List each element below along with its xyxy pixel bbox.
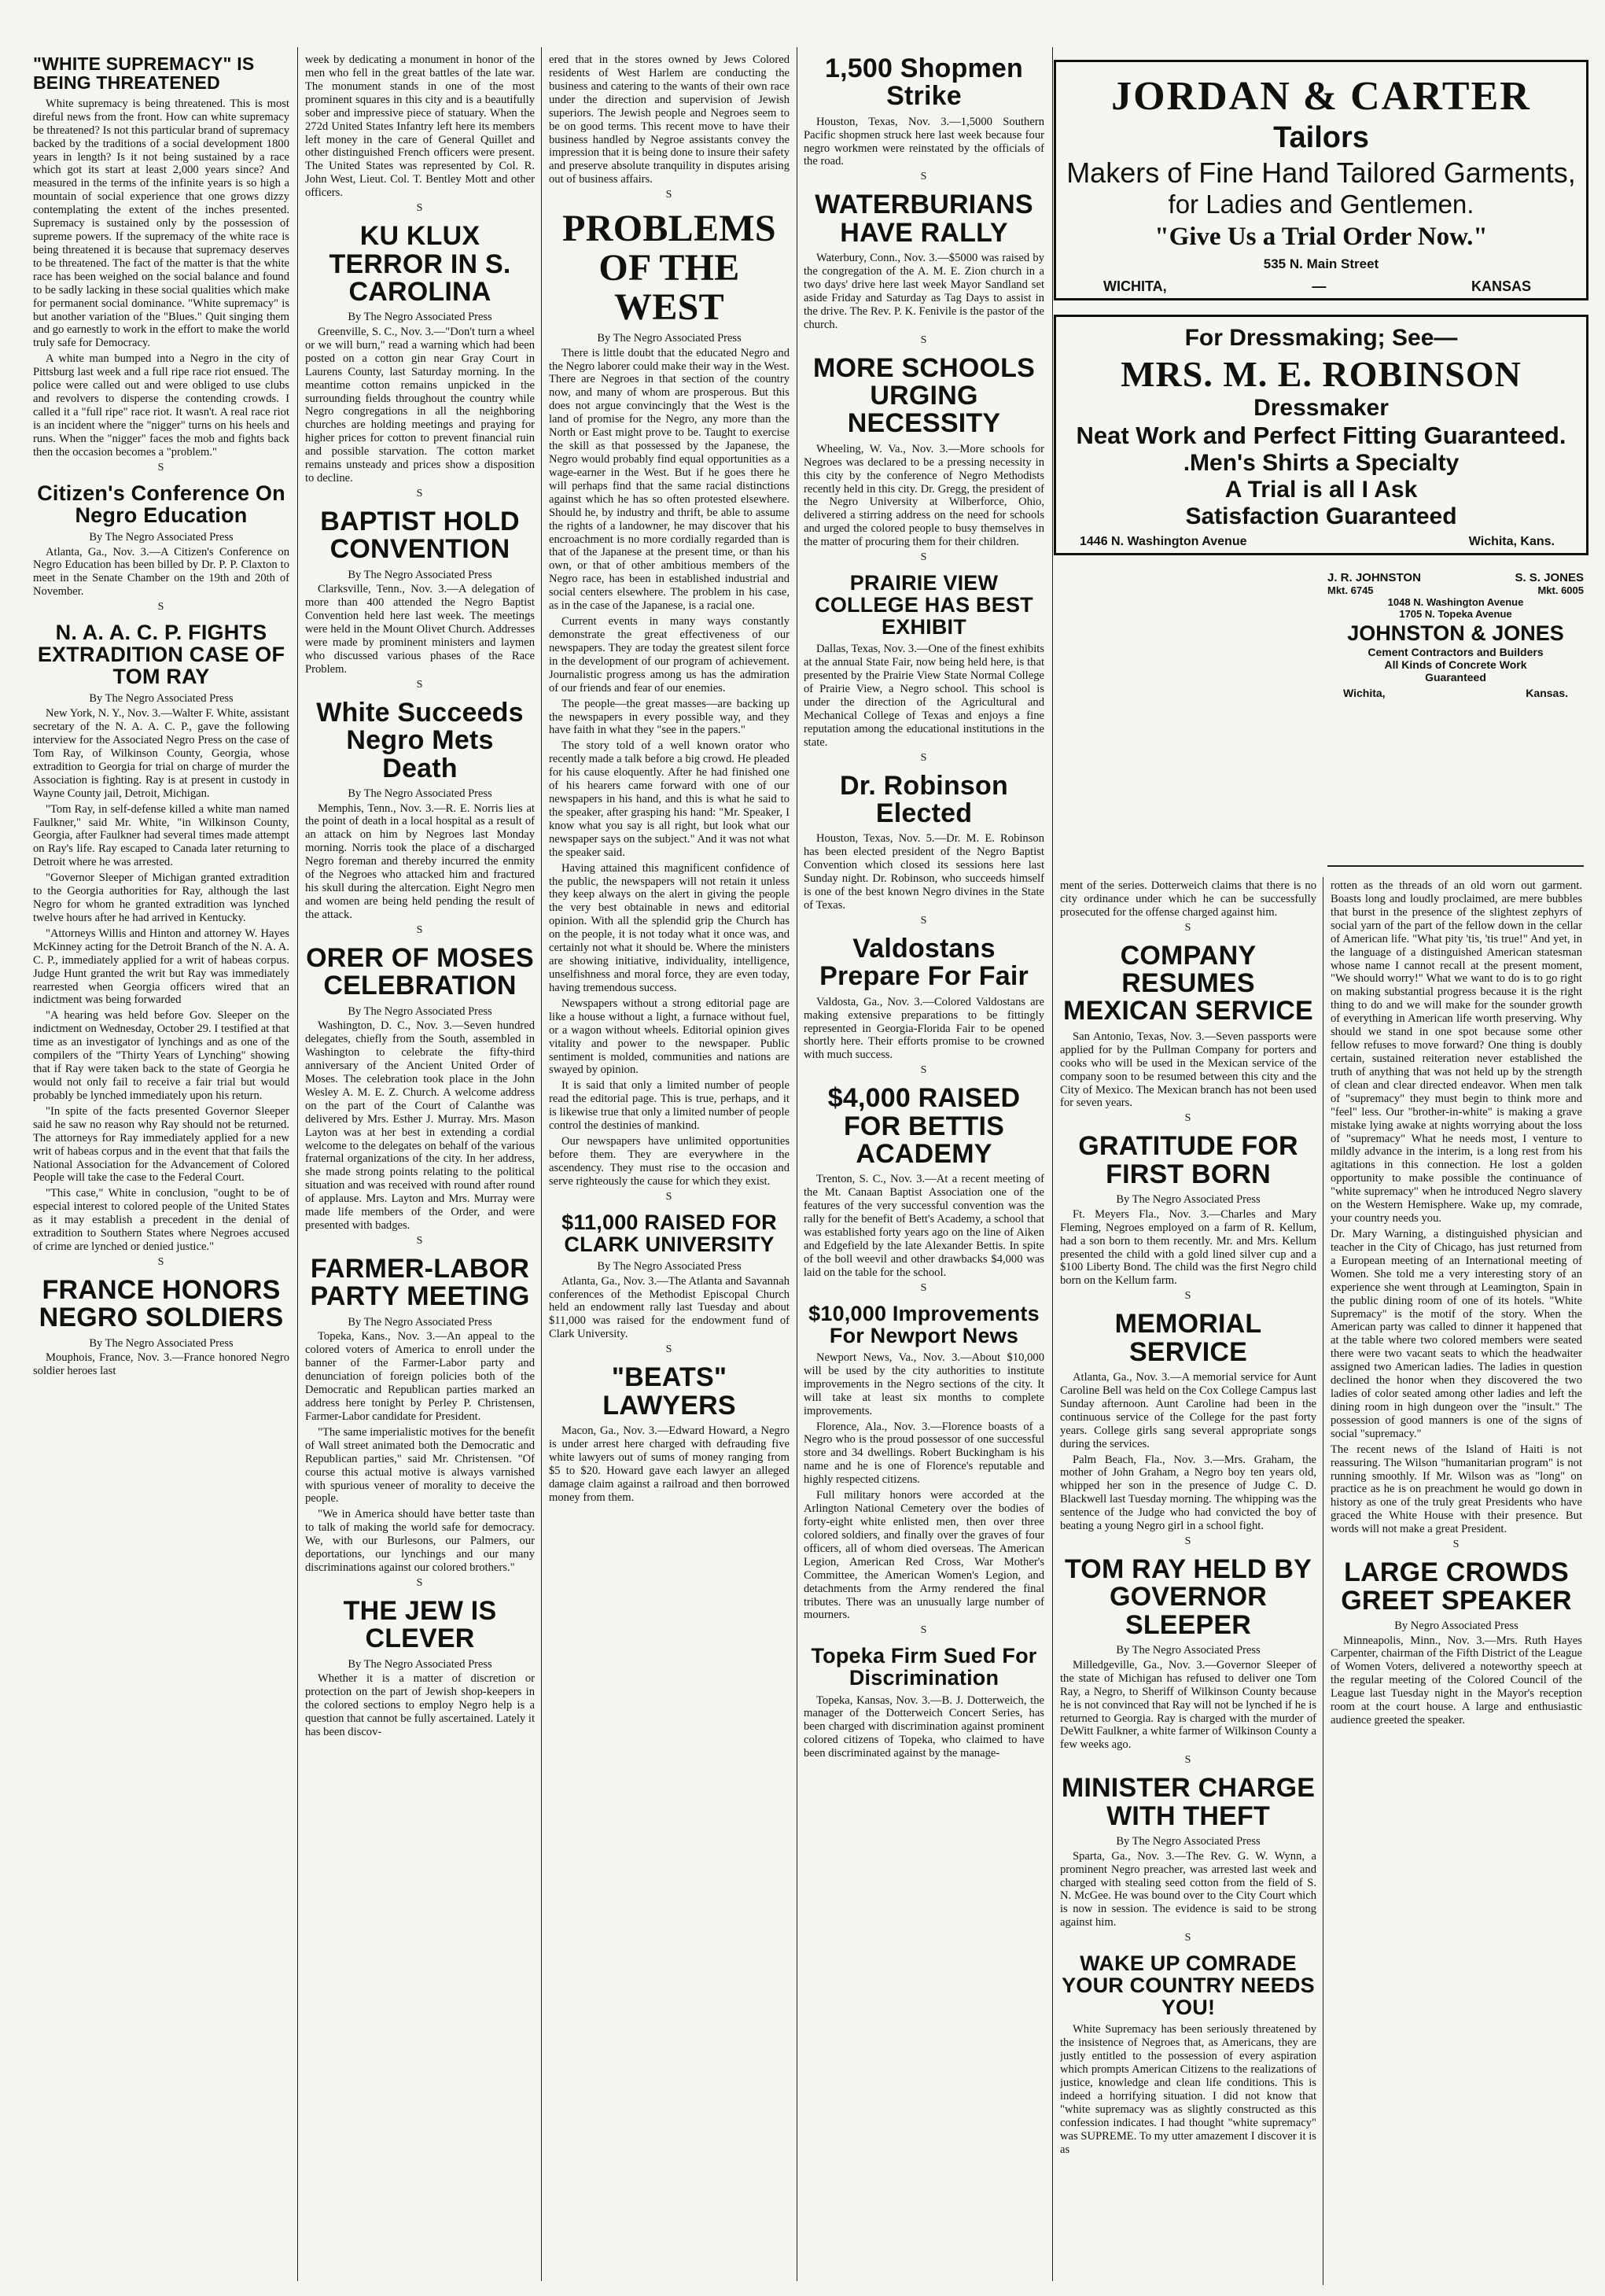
ad-jordan-cityline <box>1056 272 1586 295</box>
article-paragraph: Greenville, S. C., Nov. 3.—"Don't turn a wheel or we will burn," read a warning which had been posted on a cotton gin near Gray Court in Laurens County, last Saturday morning. In the meantime cotton remains unpicked in the surrounding fields throughout the country while Negro congregations in all the neighboring churches are holding meetings and praying for higher prices for cotton to prevent financial ruin and possible starvation. The cotton market remains unsteady and prices show a disposition to decline. <box>305 325 535 485</box>
article-paragraph: Dr. Mary Warning, a distinguished physician and teacher in the City of Chicago, has just returned from a European meeting of an International meeting of Women. She told me a very interesting story of an experience she went through at Leamington, Spain in the public dining room of one of its hotels. "White Supremacy" is the motif of the story. When the American party was called to dinner it happened that at the table where two colored members were seated there were two vacant seats to which the headwaiter assigned two American ladies. The ladies in question declined the honor when they discovered the two ladies of color seated among other ladies and left the dining room in high dungeon over the "insult." The possession of good manners is one of the signs of social "supremacy." <box>1331 1227 1582 1440</box>
article-tom-ray-held <box>1060 1556 1316 1767</box>
column-2 <box>305 53 535 2287</box>
article-separator: S <box>920 171 928 183</box>
article-paragraph: "Attorneys Willis and Hinton and attorney W. Hayes McKinney acting for the Detroit Branch of the N. A. A. C. P., immediately applied for a writ of habeas corpus. Judge Hunt granted the writ but Ray was immediately rearrested when Georgia officers wired that an indictment was being forwarded <box>33 927 289 1007</box>
headline: PROBLEMS OF THE WEST <box>562 208 776 329</box>
ad-johnston-right-name: S. S. JONES <box>1515 571 1584 584</box>
byline: By The Negro Associated Press <box>348 787 492 800</box>
byline: By The Negro Associated Press <box>597 1259 742 1273</box>
headline: WAKE UP COMRADE YOUR COUNTRY NEEDS YOU! <box>1062 1951 1315 2020</box>
ad-robinson-line4: Satisfaction Guaranteed <box>1185 503 1457 529</box>
article-paragraph: "The same imperialistic motives for the benefit of Wall street animated both the Democratic and Republican parties," said Mr. Christensen. "Of course this actual motive is always varnished with spurious veneer of morality to deceive the people. <box>305 1425 535 1505</box>
headline: "WHITE SUPREMACY" IS BEING THREATENED <box>33 53 255 93</box>
headline: White Succeeds Negro Mets Death <box>316 697 524 783</box>
article-separator: S <box>1184 1754 1192 1767</box>
ad-jordan-trade: Tailors <box>1273 121 1369 154</box>
ad-johnston-left-phone: Mkt. 6745 <box>1327 584 1374 596</box>
article-robinson <box>804 772 1044 927</box>
ad-johnston-line2: All Kinds of Concrete Work <box>1384 658 1527 671</box>
article-minister <box>1060 1775 1316 1944</box>
article-separator: S <box>157 461 165 474</box>
column-5 <box>1060 879 1316 2287</box>
ad-johnston-addr2: 1705 N. Topeka Avenue <box>1399 608 1512 620</box>
article-paragraph: ered that in the stores owned by Jews Colored residents of West Harlem are conducting the business and catering to the wants of their own race under the direction and supervision of Jewish superiors. The Jewish people and Negroes seem to be on good terms. This recent move to have their business handled by Negroe assistants convey the impression that it is being done to insure their safety and preserve absolute tranquility in disputes arising out of business affairs. <box>549 53 790 186</box>
ad-johnston-addr1: 1048 N. Washington Avenue <box>1387 596 1524 608</box>
article-beats <box>549 1364 790 1504</box>
article-paragraph: Atlanta, Ga., Nov. 3.—A memorial service for Aunt Caroline Bell was held on the Cox College Campus last Sunday afternoon. Aunt Caroline had been in the continuous service of the College for the past forty years. College girls sang several appropriate songs during the services. <box>1060 1371 1316 1450</box>
article-paragraph: A white man bumped into a Negro in the city of Pittsburg last week and a full ripe race riot ensued. The police were called out and were obliged to use clubs and revolvers to disperse the contending crowds. I called it a "full ripe" race riot. It wasn't. A real race riot is an incident where the "nigger" turns on his heels and runs. When the "nigger" faces the mob and fights back then the occasion becomes a "problem." <box>33 352 289 459</box>
article-paragraph: Valdosta, Ga., Nov. 3.—Colored Valdostans are making extensive preparations to be fittingly represented in Georgia-Florida Fair to be opened shortly here. Their efforts promise to be crowned with much success. <box>804 995 1044 1062</box>
ad-robinson-line2: .Men's Shirts a Specialty <box>1183 450 1460 476</box>
article-dotterweich-cont <box>1060 879 1316 934</box>
ad-johnston-line1: Cement Contractors and Builders <box>1368 646 1544 658</box>
byline: By The Negro Associated Press <box>89 1336 234 1350</box>
headline: MORE SCHOOLS URGING NECESSITY <box>813 352 1035 439</box>
article-paragraph: Wheeling, W. Va., Nov. 3.—More schools for Negroes was declared to be a pressing necessity in this city by the conference of Negro Methodists recently held in this city. Dr. Gregg, the president of the Negro University at Wilberforce, Ohio, delivered a stirring address on the need for schools and urged the colored people to busy themselves in the matter of procuring them for their children. <box>804 442 1044 549</box>
article-company-mexican <box>1060 942 1316 1126</box>
headline: TOM RAY HELD BY GOVERNOR SLEEPER <box>1064 1554 1312 1640</box>
article-paragraph: Clarksville, Tenn., Nov. 3.—A delegation of more than 400 attended the Negro Baptist Convention held here last week. The meetings were held in the Mount Olivet Church. Addresses were made by prominent ministers and laymen who discussed various phases of the Race Problem. <box>305 583 535 676</box>
article-paragraph: "Tom Ray, in self-defense killed a white man named Faulkner," said Mr. White, "in Wilkinson County, Georgia, after Faulkner had several times made attempt on Ray's life. Ray escaped to Canada later returning to Detroit where he was arrested. <box>33 802 289 869</box>
ad-jordan-city: WICHITA, <box>1103 278 1167 294</box>
article-paragraph: Houston, Texas, Nov. 3.—1,5000 Southern Pacific shopmen struck here last week because four negro workmen were reinstated by the officials of the road. <box>804 115 1044 168</box>
article-baptist <box>305 508 535 691</box>
byline: By The Negro Associated Press <box>348 1315 492 1329</box>
article-problems-west <box>549 209 790 1203</box>
article-paragraph: Newport News, Va., Nov. 3.—About $10,000 will be used by the city authorities to institute improvements in the Negro sections of the city. It will take at least six months to complete improvements. <box>804 1351 1044 1417</box>
article-separator: S <box>416 487 424 499</box>
headline: 1,500 Shopmen Strike <box>824 53 1024 112</box>
ad-jordan-line2: for Ladies and Gentlemen. <box>1168 190 1474 219</box>
article-shopmen <box>804 55 1044 183</box>
article-naacp-tom-ray <box>33 621 289 1269</box>
article-paragraph: Dallas, Texas, Nov. 3.—One of the finest exhibits at the annual State Fair, now being held here, is that presented by the Prairie View State Normal College of Prairie View, a Negro school. This school is under the direction of the Agricultural and Mechanical College of Texas and enjoys a fine reputation among the educational institutions in the state. <box>804 643 1044 749</box>
article-separator: S <box>1452 1539 1460 1551</box>
article-separator: S <box>920 1064 928 1077</box>
article-separator: S <box>665 1190 673 1203</box>
article-separator: S <box>665 1343 673 1356</box>
ad-johnston-cityline <box>1327 684 1584 699</box>
article-topeka <box>804 1645 1044 1760</box>
article-paragraph: Topeka, Kansas, Nov. 3.—B. J. Dotterweich, the manager of the Dotterweich Concert Series, has been charged with discrimination against prominent colored citizens of Topeka, who claimed to have been discriminated against by the manage- <box>804 1693 1044 1760</box>
article-moses <box>305 942 535 1248</box>
article-paragraph: The recent news of the Island of Haiti is not reassuring. The Wilson "humanitarian program" is not running smoothly. If Mr. Wilson was as "long" on practice as he is on preachment he would go down in history as one of the truly great Presidents who have graced the White House with their presence. But words will not make a great President. <box>1331 1443 1582 1536</box>
ad-robinson-lead: For Dressmaking; See— <box>1184 325 1458 351</box>
article-paragraph: Trenton, S. C., Nov. 3.—At a recent meeting of the Mt. Canaan Baptist Association one of the features of the very successful convention was the rally for the benefit of Bett's Academy, a school that was established forty years ago on the line of Aiken and Edgefield by the late Alexander Bettis. In spite of the boll weevil and other drawbacks $4,000 was laid on the table for the school. <box>804 1173 1044 1279</box>
column-rule <box>1052 47 1053 2281</box>
headline: "BEATS" LAWYERS <box>602 1362 736 1421</box>
column-6 <box>1331 879 1582 2287</box>
article-separator: S <box>416 1576 424 1589</box>
headline: MEMORIAL SERVICE <box>1114 1309 1262 1367</box>
article-separator: S <box>920 751 928 764</box>
ad-robinson-line3: A Trial is all I Ask <box>1224 477 1418 503</box>
headline: PRAIRIE VIEW COLLEGE HAS BEST EXHIBIT <box>815 571 1033 639</box>
byline: By The Negro Associated Press <box>1116 1644 1261 1657</box>
headline: Topeka Firm Sued For Discrimination <box>811 1644 1037 1690</box>
article-paragraph: rotten as the threads of an old worn out garment. Boasts long and loudly proclaimed, are mere bubbles that burst in the presence of the slightest zephyrs of social yarn of the part of the fellow down in the cellar of American life. "What pity 'tis, 'tis true!" And yet, in the language of a distinguished American statesman whose name I cannot recall at the present moment, "We should worry!" What we want to do is to go right on making substantial progress because it is the right thing to do and we will make for the sounder growth of everything in American life worth preserving. Why should we stand in one spot because some other fellow refuses to move forward? One thing is doubly certain, sustained reiteration never established the truth of anything that was not held up by the strength of clean and clear directed endeavor. When men talk of "supremacy" they must begin to think more and "feel" less. Our "brother-in-white" is making a grave mistake lying awake at nights worrying about the loss of "supremacy" What he needs most, I venture to mildly advance in the interim, is a long rest from his agitations in this connection. He lost a golden opportunity to make possible the continuance of "white supremacy" when he introduced Negro slavery on the Western Hemisphere. Wake up, my comrade, your country needs you. <box>1331 879 1582 1225</box>
ad-johnston-state: Kansas. <box>1526 687 1568 699</box>
ad-jordan-carter <box>1054 60 1588 300</box>
article-separator: S <box>157 1256 165 1268</box>
article-paragraph: The people—the great masses—are backing up the newspapers in every possible way, and they have faith in what they "see in the papers." <box>549 697 790 737</box>
article-paragraph: "A hearing was held before Gov. Sleeper on the indictment on Wednesday, October 29. I testified at that time as an investigator of lynchings and as one of the compilers of the "Thirty Years of Lynching" showing that if Ray were taken back to the state of Georgia he would not only fail to receive a fair trial but would probably be lynched immediately upon his return. <box>33 1009 289 1102</box>
article-paragraph: Minneapolis, Minn., Nov. 3.—Mrs. Ruth Hayes Carpenter, chairman of the Fifth District of the League of Women Voters, delivered a noteworthy speech at the regular meeting of the Colored Council of the League last Tuesday night in the Mayor's reception room at the court house. A large and enthusiastic audience greeted the speaker. <box>1331 1634 1582 1727</box>
article-paragraph: "We in America should have better taste than to talk of making the world safe for democracy. We, with our Burlesons, our Palmers, our deportations, our lynchings and our many discriminations against our colored brothers." <box>305 1508 535 1575</box>
byline: By Negro Associated Press <box>1394 1619 1518 1632</box>
article-white-succeeds <box>305 699 535 937</box>
article-paragraph: Atlanta, Ga., Nov. 3.—A Citizen's Conference on Negro Education has been billed by Dr. P. P. Claxton to meet in the Senate Chamber on the 19th and 20th of November. <box>33 545 289 599</box>
article-paragraph: Washington, D. C., Nov. 3.—Seven hundred delegates, chiefly from the South, assembled in Washington to celebrate the fifty-third anniversary of the Ancient United Order of Moses. The celebration took place in the John Wesley A. M. E. Z. Church. A welcome address on the part of the Court of Calanthe was delivered by Mrs. Esther J. Murray. Mrs. Mason Layton was at her best in extending a cordial welcome to the delegates on behalf of the various fraternal organizations of the city. In her address, she made strong points relating to the political situation and was received with round after round of applause. Mrs. Layton and Mrs. Murray were made life members of the Order, and were presented with badges. <box>305 1019 535 1233</box>
column-3 <box>549 53 790 2287</box>
article-paragraph: It is said that only a limited number of people read the editorial page. This is true, perhaps, and it is likewise true that only a limited number of people control the destinies of mankind. <box>549 1079 790 1133</box>
article-paragraph: Atlanta, Ga., Nov. 3.—The Atlanta and Savannah conferences of the Methodist Episcopal Church held an endowment rally last Tuesday and about $11,000 was raised for the endowment fund of Clark University. <box>549 1274 790 1341</box>
article-paragraph: Sparta, Ga., Nov. 3.—The Rev. G. W. Wynn, a prominent Negro preacher, was arrested last week and charged with stealing seed cotton from the field of S. N. McGee. He was bound over to the City Court which is now in session. The evidence is said to be strong against him. <box>1060 1849 1316 1929</box>
article-paragraph: Whether it is a matter of discretion or protection on the part of Jewish shop-keepers in the colored sections to employ Negro help is a question that cannot be fully ascertained. Lately it has been discov- <box>305 1672 535 1739</box>
ad-johnston-jones <box>1327 566 1584 867</box>
headline: WATERBURIANS HAVE RALLY <box>815 190 1033 248</box>
article-separator: S <box>1184 1290 1192 1303</box>
article-kkk <box>305 223 535 500</box>
column-rule <box>297 47 298 2281</box>
article-paragraph: Macon, Ga., Nov. 3.—Edward Howard, a Negro is under arrest here charged with defrauding five white lawyers out of sums of money ranging from $5 to $20. Howard gave each lawyer an alleged damage claim against a railroad and then borrowed money from them. <box>549 1424 790 1504</box>
article-gratitude <box>1060 1133 1316 1303</box>
headline: COMPANY RESUMES MEXICAN SERVICE <box>1063 940 1313 1026</box>
article-wake-up <box>1060 1952 1316 2156</box>
article-prairie-view <box>804 572 1044 765</box>
article-paragraph: "In spite of the facts presented Governor Sleeper said he saw no reason why Ray should not be returned. The attorneys for Ray immediately applied for a new writ of habeas corpus and in the event that that fails the National Association for the Advancement of Colored People will take the case to the Federal Court. <box>33 1104 289 1185</box>
headline: $4,000 RAISED FOR BETTIS ACADEMY <box>827 1083 1021 1170</box>
article-citizens-conference <box>33 482 289 614</box>
article-separator: S <box>1184 1932 1192 1944</box>
headline: FARMER-LABOR PARTY MEETING <box>310 1253 530 1312</box>
article-paragraph: Ft. Meyers Fla., Nov. 3.—Charles and Mary Fleming, Negroes employed on a farm of R. Kellum, had a son born to them recently. Mr. and Mrs. Kellum presented the child with a gold lined silver cup and a $100 Liberty Bond. The child was the first Negro child born on the Kellum farm. <box>1060 1207 1316 1288</box>
article-paragraph: Current events in many ways constantly demonstrate the great effectiveness of our newspapers. They are today the greatest silent force in the development of our program of achievement. Journalistic progress among us has the admiration of our friends and fear of our enemies. <box>549 615 790 695</box>
ad-robinson-addressline <box>1056 530 1586 549</box>
article-paragraph: Mouphois, France, Nov. 3.—France honored Negro soldier heroes last <box>33 1351 289 1378</box>
article-separator: S <box>920 1624 928 1637</box>
article-paragraph: New York, N. Y., Nov. 3.—Walter F. White, assistant secretary of the N. A. A. C. P., gave the following interview for the Associated Negro Press on the case of Tom Ray, of Wilkinson County, Georgia, whose extradition to Georgia for trial on charge of murder the Association is fighting. Ray is at present in custody in Wayne County jail, Detroit, Michigan. <box>33 707 289 800</box>
ad-jordan-dash: — <box>1312 278 1327 294</box>
ad-robinson-address: 1446 N. Washington Avenue <box>1080 535 1247 548</box>
article-separator: S <box>157 601 165 614</box>
article-paragraph: Waterbury, Conn., Nov. 3.—$5000 was raised by the congregation of the A. M. E. Zion church in a two days' drive here last week Mayor Sandland set aside Friday and Saturday as Tag Days to assist in the drive. The Rev. P. K. Fenivile is the pastor of the church. <box>804 252 1044 331</box>
article-paragraph: "Governor Sleeper of Michigan granted extradition to the Georgia authorities for Ray, although the last Negro for whom he granted extradition was lynched twelve hours after he had arrived in Kentucky. <box>33 872 289 924</box>
article-separator: S <box>416 1234 424 1247</box>
ad-jordan-slogan: "Give Us a Trial Order Now." <box>1154 223 1488 251</box>
article-paragraph: Houston, Texas, Nov. 5.—Dr. M. E. Robinson has been elected president of the Negro Baptist Convention which closed its sessions here last Sunday night. Dr. Robinson, who succeeds himself is one of the best known Negro divines in the State of Texas. <box>804 832 1044 912</box>
article-separator: S <box>920 1281 928 1294</box>
article-clark <box>549 1211 790 1356</box>
column-1 <box>33 53 289 2287</box>
headline: BAPTIST HOLD CONVENTION <box>320 506 520 565</box>
ad-johnston-names-row <box>1327 571 1584 584</box>
ad-robinson-trade: Dressmaker <box>1253 395 1389 421</box>
ad-johnston-line3: Guaranteed <box>1425 671 1486 684</box>
byline: By The Negro Associated Press <box>597 331 742 345</box>
byline: By The Negro Associated Press <box>89 692 234 706</box>
article-separator: S <box>1184 1535 1192 1548</box>
headline: Citizen's Conference On Negro Education <box>37 481 285 527</box>
headline: LARGE CROWDS GREET SPEAKER <box>1341 1557 1572 1616</box>
headline: ORER OF MOSES CELEBRATION <box>306 942 534 1001</box>
headline: GRATITUDE FOR FIRST BORN <box>1078 1131 1298 1189</box>
article-separator: S <box>1184 921 1192 934</box>
article-jew-clever <box>305 1595 535 1739</box>
article-memorial <box>1060 1310 1316 1548</box>
headline: KU KLUX TERROR IN S. CAROLINA <box>329 221 511 307</box>
headline: Valdostans Prepare For Fair <box>819 933 1029 992</box>
article-bettis <box>804 1085 1044 1294</box>
article-separator: S <box>1184 1112 1192 1125</box>
headline: $10,000 Improvements For Newport News <box>808 1301 1040 1347</box>
article-separator: S <box>920 551 928 564</box>
article-monument-cont <box>305 53 535 215</box>
ad-johnston-phones-row <box>1327 584 1584 596</box>
article-newport <box>804 1303 1044 1638</box>
ad-jordan-address: 535 N. Main Street <box>1263 256 1379 271</box>
article-paragraph: Newspapers without a strong editorial page are like a house without a light, a furnace without fuel, or a wagon without wheels. Editorial opinion gives vitality and power to the newspaper. Public sentiment is molded, communities and nations are swayed by opinion. <box>549 997 790 1077</box>
article-separator: S <box>416 202 424 215</box>
article-valdostans <box>804 935 1044 1077</box>
article-paragraph: Full military honors were accorded at the Arlington National Cemetery over the bodies of forty-eight white enlisted men, then over three colored soldiers, and finally over the graves of four officers, all of whom died overseas. The American Legion, American Red Cross, War Mother's Committee, the American Women's Legion, and detachments from the Army rendered the final tributes. There was an unusually large number of mourners. <box>804 1489 1044 1622</box>
ad-johnston-firm: JOHNSTON & JONES <box>1347 621 1564 645</box>
article-paragraph: Palm Beach, Fla., Nov. 3.—Mrs. Graham, the mother of John Graham, a Negro boy ten years old, whipped her son in the presence of Judge C. D. Blackwell last Tuesday morning. The whipping was the sentence of the Judge who had convicted the boy of beating a young Negro girl in a school fight. <box>1060 1453 1316 1533</box>
article-large-crowds <box>1331 1559 1582 1727</box>
headline: Dr. Robinson Elected <box>840 770 1008 829</box>
byline: By The Negro Associated Press <box>348 1004 492 1018</box>
article-paragraph: Milledgeville, Ga., Nov. 3.—Governor Sleeper of the state of Michigan has refused to deliver one Tom Ray, a Negro, to Sheriff of Wilkinson County because he is not convinced that Ray will not be lynched if he is returned to Georgia. Ray is charged with the murder of DeWitt Faulkner, a white farmer of Wilkinson County a few weeks ago. <box>1060 1658 1316 1752</box>
ad-jordan-line1: Makers of Fine Hand Tailored Garments, <box>1066 157 1576 189</box>
article-more-schools <box>804 352 1044 564</box>
byline: By The Negro Associated Press <box>348 568 492 581</box>
article-paragraph: Memphis, Tenn., Nov. 3.—R. E. Norris lies at the point of death in a local hospital as a result of an attack on him by Negroes last Monday morning. Norris took the place of a discharged Negro foreman and thereby incurred the enmity of the Negroes who attacked him and fractured his skull during the altercation. Eight Negro men and women are being held pending the result of the attack. <box>305 802 535 921</box>
article-paragraph: There is little doubt that the educated Negro and the Negro laborer could make their way in the West. There are Negroes in that section of the country now, and many of whom are prosperous. But this does not argue convincingly that the West is the land of promise for the Negro, any more than the North or East might prove to be. Taught to exercise the skill as that possessed by the Japanese, the Negro would probably find equal opportunities as a wage-earner in the West. But if he goes there he will perhaps find that the same racial distinctions against which he has so often protested elsewhere. Should he, by industry and thrift, be able to assume the rights of a landowner, he may discover that his encroachment is no more cordially regarded than is that of the Japanese at the present time, or than his own, or that of other ambitious members of the Negro race, has been in established industrial and social centers elsewhere. The problem in his case, as in the case of the Japanese, is a racial one. <box>549 346 790 613</box>
column-rule <box>541 47 542 2281</box>
article-waterburians <box>804 191 1044 346</box>
article-paragraph: White supremacy is being threatened. This is most direful news from the front. How can white supremacy be threatened? Is not this particular brand of supremacy backed by the traditions of a social development 1800 years in length? Is it not being sustained by a race which got its start at least 2,000 years since? And measured in the terms of the infinite years is so high a mountain of social experience that one grows dizzy contemplating the extent of the inches presented. Supremacy is sustained only by the possession of supreme powers. If the supremacy of the white race is being threatened it is because that supremacy deserves to be threatened. The fact of the matter is that the white race has been weighed on the social balance and found to be sadly lacking in these social qualities which make for permanent social dominance. "White supremacy" is but another variation of the "Blues." Quit singing them and go earnestly to work in the effort to make the world truly safe for Democracy. <box>33 97 289 350</box>
byline: By The Negro Associated Press <box>89 530 234 544</box>
ad-robinson-line1: Neat Work and Perfect Fitting Guaranteed. <box>1076 422 1566 449</box>
article-paragraph: Florence, Ala., Nov. 3.—Florence boasts of a Negro who is the proud possessor of one successful store and 34 dwellings. Robert Buckingham is his name and he is one of Florence's reputable and highly respected citizens. <box>804 1420 1044 1487</box>
ad-jordan-state: KANSAS <box>1471 278 1531 294</box>
headline: N. A. A. C. P. FIGHTS EXTRADITION CASE OF TOM RAY <box>37 621 285 689</box>
ad-johnston-right-phone: Mkt. 6005 <box>1537 584 1584 596</box>
article-paragraph: week by dedicating a monument in honor of the men who fell in the great battles of the late war. The monument stands in one of the most prominent squares in this city and is a beautifully sober and impressive piece of statuary. When the 272d United States Infantry left here its members left money in the care of General Quillet and other distinguished French officers were present. The United States was represented by Col. R. John West, Lieut. Col. T. Bentley Mott and other officers. <box>305 53 535 200</box>
byline: By The Negro Associated Press <box>1116 1835 1261 1848</box>
article-france-honors <box>33 1277 289 1378</box>
ad-johnston-left-name: J. R. JOHNSTON <box>1327 571 1421 584</box>
article-white-supremacy <box>33 55 289 474</box>
ad-jordan-name: JORDAN & CARTER <box>1111 74 1531 119</box>
article-rotten-cont <box>1331 879 1582 1551</box>
byline: By The Negro Associated Press <box>348 1657 492 1671</box>
ad-robinson-name: MRS. M. E. ROBINSON <box>1121 354 1522 394</box>
headline: MINISTER CHARGE WITH THEFT <box>1061 1773 1316 1831</box>
article-paragraph: Topeka, Kans., Nov. 3.—An appeal to the colored voters of America to enroll under the banner of the Farmer-Labor party and denunciation of foreign policies both of the Democratic and Republican parties marked an address here tonight by Perley P. Christensen, Farmer-Labor candidate for President. <box>305 1330 535 1423</box>
article-paragraph: Our newspapers have unlimited opportunities before them. They are everywhere in the ascendency. They must rise to the occasion and serve righteously the cause for which they exist. <box>549 1135 790 1188</box>
article-jew-cont <box>549 53 790 201</box>
article-separator: S <box>920 334 928 346</box>
article-paragraph: The story told of a well known orator who recently made a talk before a big crowd. He pleaded for his cause eloquently. After he had finished one of his hearers came forward with one of our newspapers in his hand, and this is what he said to the speaker, after grasping his hand: "Mr. Speaker, I know what you say is all right, but look what our newspaper says on the subject." And it was not what the speaker said. <box>549 739 790 859</box>
ad-robinson <box>1054 315 1588 555</box>
article-paragraph: Having attained this magnificent confidence of the public, the newspapers will not retain it unless they keep always on the alert in giving the people the very best obtainable in news and editorial opinion. With all the splendid grip the Church has on the people, it is not today what it once was, and certainly not what it should be. Where the ministers are showing initiative, individuality, intelligence, unselfishness and moral force, they are even today, having tremendous success. <box>549 861 790 994</box>
headline: THE JEW IS CLEVER <box>343 1595 497 1654</box>
article-separator: S <box>920 914 928 927</box>
headline: $11,000 RAISED FOR CLARK UNIVERSITY <box>561 1210 777 1256</box>
article-paragraph: San Antonio, Texas, Nov. 3.—Seven passports were applied for by the Pullman Company for porters and cooks who will be used in the Mexican service of the company soon to be resumed between this city and the City of Mexico. The Mexican branch has not been used for seven years. <box>1060 1030 1316 1110</box>
article-separator: S <box>416 678 424 691</box>
column-4 <box>804 53 1044 2287</box>
byline: By The Negro Associated Press <box>1116 1193 1261 1207</box>
article-paragraph: White Supremacy has been seriously threatened by the insistence of Negroes that, as Americans, they are justly entitled to the possession of every aspiration which prompts American Citizens to the realizations of justice, knowledge and clean life conditions. This is indeed a horrifying situation. I did not know that "white supremacy was as slightly constructed as this confession indicates. I had thought "white supremacy" was SUPREME. To my utter amazement I discover it is as <box>1060 2023 1316 2156</box>
article-separator: S <box>665 189 673 201</box>
article-farmer-labor <box>305 1255 535 1590</box>
article-separator: S <box>416 923 424 936</box>
ad-robinson-city: Wichita, Kans. <box>1468 535 1555 548</box>
headline: FRANCE HONORS NEGRO SOLDIERS <box>39 1275 284 1333</box>
ad-johnston-city: Wichita, <box>1343 687 1386 699</box>
byline: By The Negro Associated Press <box>348 311 492 324</box>
article-paragraph: ment of the series. Dotterweich claims that there is no city ordinance under which he can be successfully prosecuted for the offense charged against him. <box>1060 879 1316 919</box>
article-paragraph: "This case," White in conclusion, "ought to be of especial interest to colored people of the United States as it may establish a precedent in the denial of extradition to Southern States where Negroes accused of crime are lynched or denied justice." <box>33 1187 289 1254</box>
